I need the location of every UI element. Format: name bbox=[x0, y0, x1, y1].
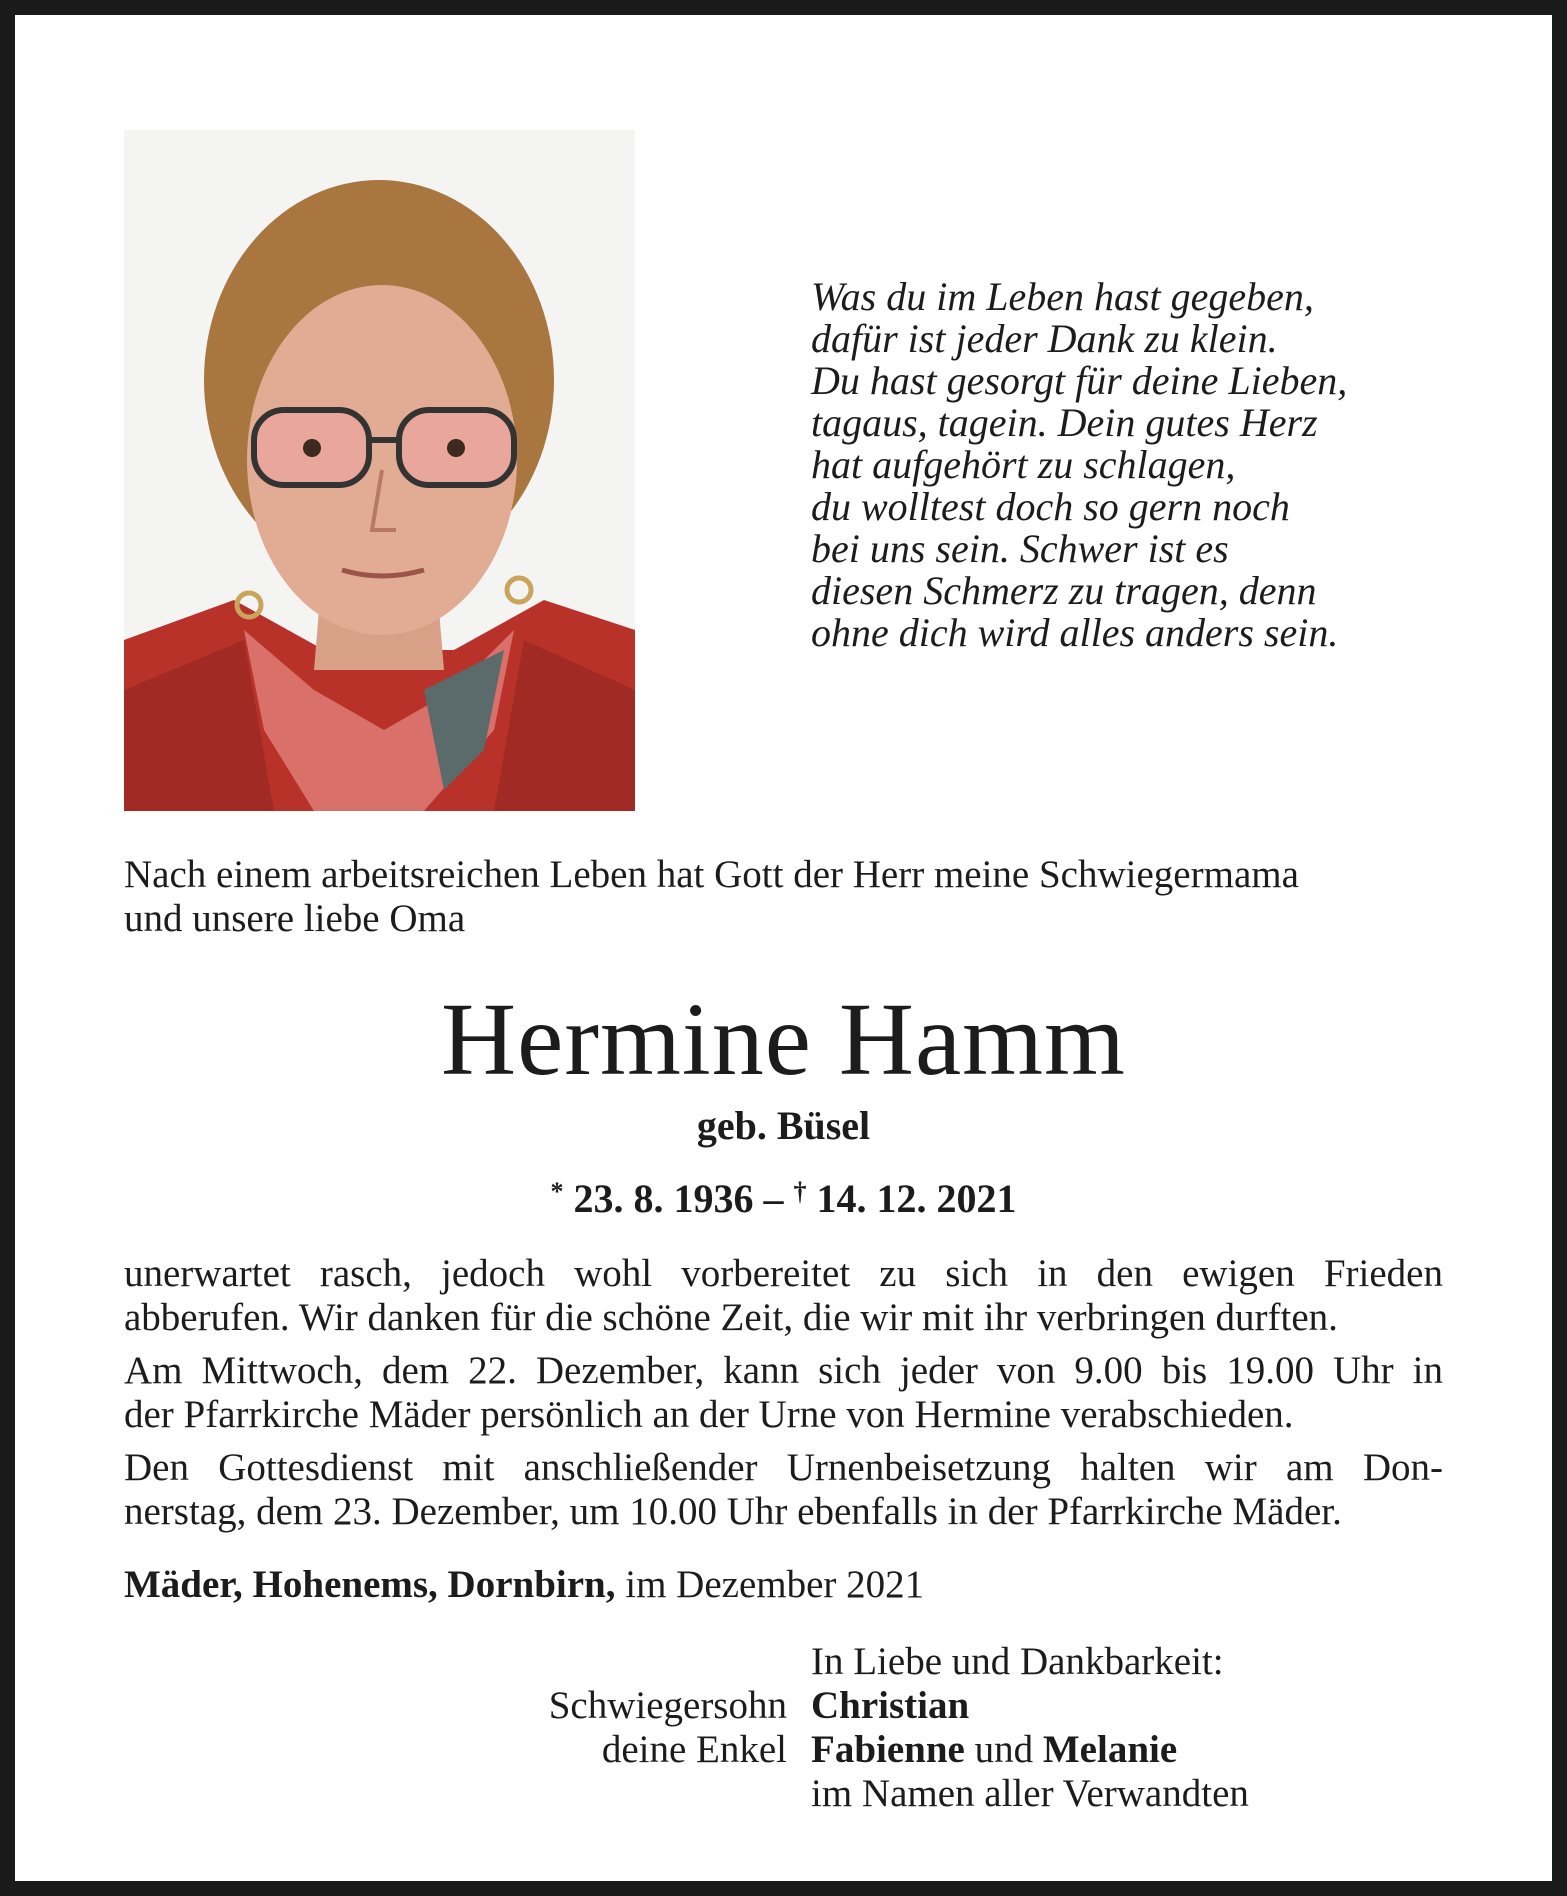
paragraph-passing bbox=[124, 1252, 1443, 1340]
place-towns: Mäder, Hohenems, Dornbirn, bbox=[124, 1563, 616, 1606]
intro-text bbox=[124, 853, 1444, 941]
signature-name-row bbox=[811, 1728, 1249, 1772]
paragraph-service bbox=[124, 1446, 1443, 1534]
signature-heading: In Liebe und Dankbarkeit: bbox=[811, 1640, 1224, 1683]
poem-line: tagaus, tagein. Dein gutes Herz bbox=[811, 400, 1318, 445]
life-dates bbox=[0, 1168, 1567, 1223]
signer-conjunction: und bbox=[974, 1728, 1034, 1771]
deceased-name: Hermine Hamm bbox=[441, 982, 1126, 1097]
memorial-poem bbox=[811, 276, 1451, 654]
birth-symbol: * bbox=[550, 1177, 564, 1206]
death-date: 14. 12. 2021 bbox=[816, 1176, 1017, 1221]
paragraph-line: nerstag, dem 23. Dezember, um 10.00 Uhr ebenfalls in der Pfarrkirche Mäder. bbox=[124, 1490, 1342, 1533]
paragraph-line: unerwartet rasch, jedoch wohl vorbereitet zu sich in den ewigen Frieden bbox=[124, 1252, 1443, 1295]
death-symbol: † bbox=[793, 1177, 807, 1206]
signature-names bbox=[811, 1640, 1249, 1816]
signature-closing: im Namen aller Verwandten bbox=[811, 1772, 1249, 1815]
poem-line: dafür ist jeder Dank zu klein. bbox=[811, 316, 1278, 361]
paragraph-line: der Pfarrkirche Mäder persönlich an der Urne von Hermine verabschieden. bbox=[124, 1393, 1294, 1436]
relation-grandchildren: deine Enkel bbox=[601, 1728, 787, 1771]
paragraph-farewell bbox=[124, 1349, 1443, 1437]
poem-line: Du hast gesorgt für deine Lieben, bbox=[811, 358, 1348, 403]
signer-melanie: Melanie bbox=[1042, 1728, 1178, 1771]
date-separator: – bbox=[763, 1176, 784, 1221]
paragraph-line: Am Mittwoch, dem 22. Dezember, kann sich jeder von 9.00 bis 19.00 Uhr in bbox=[124, 1349, 1443, 1392]
signature-relations bbox=[549, 1640, 787, 1772]
signature-name-row bbox=[811, 1684, 1249, 1728]
poem-line: bei uns sein. Schwer ist es bbox=[811, 526, 1229, 571]
place-date: im Dezember 2021 bbox=[625, 1563, 925, 1606]
relation-son-in-law: Schwiegersohn bbox=[548, 1684, 787, 1727]
intro-line: und unsere liebe Oma bbox=[124, 897, 466, 940]
paragraph-line: abberufen. Wir danken für die schöne Zeit, die wir mit ihr verbringen durften. bbox=[124, 1296, 1338, 1339]
poem-line: Was du im Leben hast gegeben, bbox=[811, 274, 1314, 319]
portrait-photo bbox=[124, 130, 635, 811]
portrait-illustration bbox=[124, 130, 635, 811]
maiden-name: geb. Büsel bbox=[696, 1103, 871, 1148]
signer-fabienne: Fabienne bbox=[811, 1728, 965, 1771]
poem-line: du wolltest doch so gern noch bbox=[811, 484, 1290, 529]
birth-date: 23. 8. 1936 bbox=[573, 1176, 754, 1221]
poem-line: diesen Schmerz zu tragen, denn bbox=[811, 568, 1317, 613]
signer-christian: Christian bbox=[811, 1684, 970, 1727]
intro-line: Nach einem arbeitsreichen Leben hat Gott der Herr meine Schwiegermama bbox=[124, 853, 1299, 896]
place-and-date bbox=[124, 1562, 924, 1608]
poem-line: ohne dich wird alles anders sein. bbox=[811, 610, 1339, 655]
relation-spacer bbox=[549, 1640, 787, 1684]
poem-line: hat aufgehört zu schlagen, bbox=[811, 442, 1236, 487]
paragraph-line: Den Gottesdienst mit anschließender Urnenbeisetzung halten wir am Don- bbox=[124, 1446, 1443, 1489]
